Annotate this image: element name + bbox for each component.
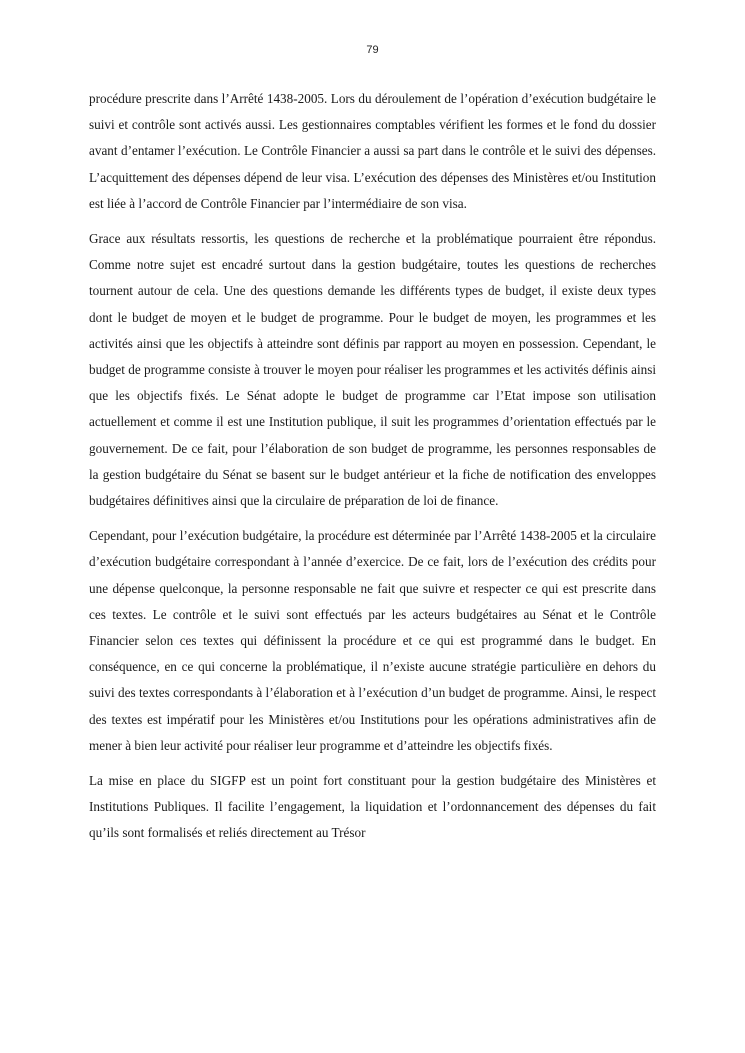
paragraph-2: Grace aux résultats ressortis, les questions de recherche et la problématique pourraient être répondus. Comme notre sujet est encadré surtout dans la gestion budgétaire, toutes les questions de recherches tournent autour de cela. Une des questions demande les différents types de budget, il existe deux types dont le budget de moyen et le budget de programme. Pour le budget de moyen, les programmes et les activités ainsi que les objectifs à atteindre sont définis par rapport au moyen en possession. Cependant, le budget de programme consiste à trouver le moyen pour réaliser les programmes et les activités définis ainsi que les objectifs fixés. Le Sénat adopte le budget de programme car l’Etat impose son utilisation actuellement et comme il est une Institution publique, il suit les programmes d’orientation effectués par le gouvernement. De ce fait, pour l’élaboration de son budget de programme, les personnes responsables de la gestion budgétaire du Sénat se basent sur le budget antérieur et la fiche de notification des enveloppes budgétaires définitives ainsi que la circulaire de préparation de loi de finance. xyxy=(89,231,656,509)
page-number: 79 xyxy=(366,44,379,56)
paragraph-4: La mise en place du SIGFP est un point fort constituant pour la gestion budgétaire des Ministères et Institutions Publiques. Il facilite l’engagement, la liquidation et l’ordonnancement des dépenses du fait qu’ils sont formalisés et reliés directement au Trésor xyxy=(89,773,656,841)
paragraph-3: Cependant, pour l’exécution budgétaire, la procédure est déterminée par l’Arrêté 1438-2005 et la circulaire d’exécution budgétaire correspondant à l’année d’exercice. De ce fait, lors de l’exécution des crédits pour une dépense quelconque, la personne responsable ne fait que suivre et respecter ce qui est prescrite dans ces textes. Le contrôle et le suivi sont effectués par les acteurs budgétaires au Sénat et le Contrôle Financier selon ces textes qui définissent la procédure et ce qui est programmé dans le budget. En conséquence, en ce qui concerne la problématique, il n’existe aucune stratégie particulière en dehors du suivi des textes correspondants à l’élaboration et à l’exécution d’un budget de programme. Ainsi, le respect des textes est impératif pour les Ministères et/ou Institutions pour les opérations administratives afin de mener à bien leur activité pour réaliser leur programme et d’atteindre les objectifs fixés. xyxy=(89,528,656,753)
paragraph-1: procédure prescrite dans l’Arrêté 1438-2005. Lors du déroulement de l’opération d’exécution budgétaire le suivi et contrôle sont activés aussi. Les gestionnaires comptables vérifient les formes et le fond du dossier avant d’entamer l’exécution. Le Contrôle Financier a aussi sa part dans le contrôle et le suivi des dépenses. L’acquittement des dépenses dépend de leur visa. L’exécution des dépenses des Ministères et/ou Institution est liée à l’accord de Contrôle Financier par l’intermédiaire de son visa. xyxy=(89,91,656,211)
document-body xyxy=(89,86,656,856)
